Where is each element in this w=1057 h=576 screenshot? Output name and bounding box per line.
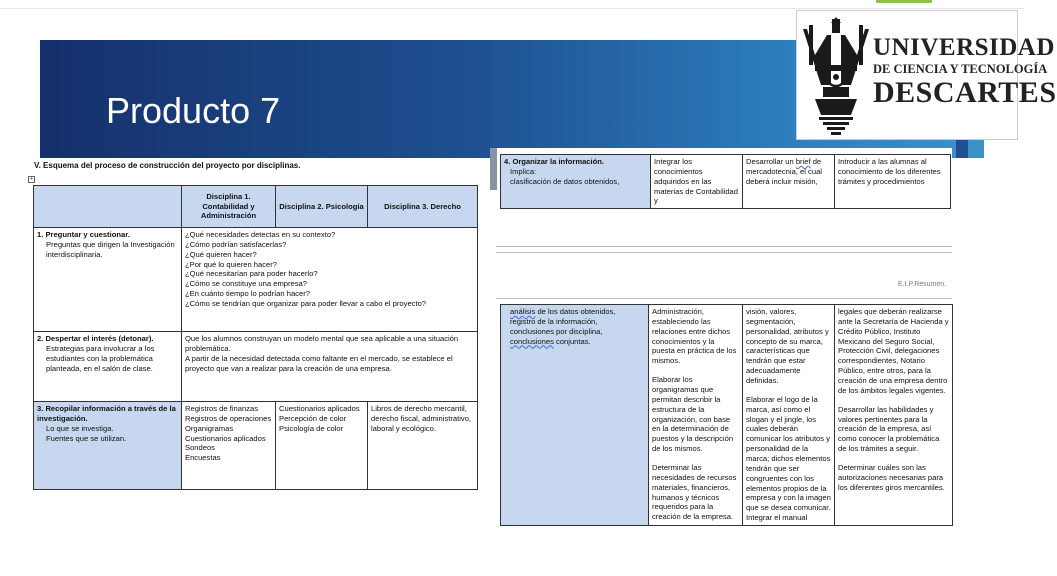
question-item: ¿Qué quieren hacer? <box>185 249 257 259</box>
stage-3-title: 3. Recopilar información a través de la investigación. <box>37 404 176 423</box>
question-item: ¿Cómo podrían satisfacerlas? <box>185 239 287 249</box>
paragraph: Elaborar los organigramas que permitan describir la estructura de la organización, con base en la determinación de puestos y la descripción de los mismos. <box>652 375 734 454</box>
stage-4-cont-line-3: conclusiones por disciplina, <box>510 326 603 336</box>
stage-4-cell <box>501 155 651 209</box>
list-item: Organigramas <box>185 423 234 433</box>
stage-4-table-continued <box>500 304 953 526</box>
discipline-table <box>33 185 478 490</box>
stage-4-table-top <box>500 154 951 209</box>
stage-4-discipline-3: Introducir a las alumnas al conocimiento de los diferentes trámites y procedimientos <box>835 155 951 209</box>
stage-2-title: 2. Despertar el interés (detonar). <box>37 334 154 343</box>
list-item: Cuestionarios aplicados <box>279 404 360 413</box>
stage-4-line-2: Implica: <box>510 166 537 176</box>
question-item: ¿Por qué lo quieren hacer? <box>185 259 278 269</box>
text-fragment: conjuntas. <box>553 336 591 346</box>
header-discipline-2: Disciplina 2. Psicología <box>276 186 368 228</box>
stage-2-text-1: Que los alumnos construyan un modelo mental que sea aplicable a una situación problemática. <box>185 334 459 353</box>
paragraph: visión, valores, segmentación, personalidad, atributos y concepto de su marca, características que tendrán que estar adecuadamente definidas. <box>746 307 829 386</box>
question-item: ¿Qué necesitarían para poder hacerlo? <box>185 269 318 279</box>
stage-1-title: 1. Preguntar y cuestionar. <box>37 230 130 239</box>
paragraph: Determinar cuáles son las autorizaciones necesarias para los diferentes giros mercantiles. <box>838 463 945 492</box>
spellcheck-word: conclusiones <box>510 336 554 346</box>
list-item: Encuestas <box>185 453 221 463</box>
slide-title: Producto 7 <box>106 90 281 131</box>
left-document-scan <box>30 158 478 494</box>
stage-3-discipline-3: Libros de derecho mercantil, derecho fiscal, administrativo, laboral y ecológico. <box>368 402 478 490</box>
logo-line-3: DESCARTES <box>873 75 1057 109</box>
paragraph: legales que deberán realizarse ante la Secretaría de Hacienda y Crédito Público, Instituto Mexicano del Seguro Social, Protección Civil, delegaciones correspondientes, Notario Público, entre otros, para la creación de una empresa dentro de los ámbitos legales vigentes. <box>838 307 949 395</box>
question-item: ¿En cuánto tiempo lo podrían hacer? <box>185 289 310 299</box>
stage-1-questions <box>182 228 478 332</box>
stage-4-cont-line-4 <box>504 337 645 347</box>
list-item: Registros de finanzas <box>185 404 259 413</box>
spellcheck-word: análisis <box>510 307 536 316</box>
page-break-line <box>496 252 952 253</box>
logo-wordmark <box>873 35 1057 108</box>
list-item: Cuestionarios aplicados <box>185 433 266 443</box>
document-section-title: V. Esquema del proceso de construcción del proyecto por disciplinas. <box>34 161 301 170</box>
stage-4-cont-line-1 <box>504 307 645 317</box>
page-footer-text: E.I.P.Resumen. <box>898 281 947 288</box>
stage-4-cont-line-2: registro de la información, <box>510 316 598 326</box>
question-item: ¿Qué necesidades detectas en su contexto? <box>185 230 336 239</box>
page-break-line <box>496 298 952 299</box>
paragraph: Administración, estableciendo las relaciones entre dichos conocimientos y la puesta en práctica de los mismos. <box>652 307 737 366</box>
paragraph: Desarrollar las habilidades y valores pertinentes para la creación de la empresa, así como conocer la problemática de los trámites a seguir. <box>838 404 940 454</box>
list-item: Psicología de color <box>279 423 344 433</box>
stage-4-title: 4. Organizar la información. <box>504 157 605 166</box>
page-edge-strip <box>490 148 497 190</box>
question-item: ¿Cómo se constituye una empresa? <box>185 279 307 289</box>
stage-2-content <box>182 332 478 402</box>
university-logo <box>796 10 1057 140</box>
stage-4-cont-discipline-2 <box>743 305 835 526</box>
text-fragment: Desarrollar un <box>746 157 796 166</box>
list-item: Sondeos <box>185 443 215 453</box>
paragraph: Determinar las necesidades de recursos materiales, financieros, humanos y técnicos requeridos para la creación de la empresa. <box>652 463 737 522</box>
stage-4-cont-cell <box>501 305 649 526</box>
stage-2-desc: Estrategias para involucrar a los estudiantes con la problemática planteada, en el salón de clase. <box>46 343 155 373</box>
stage-3-desc-2: Fuentes que se utilizan. <box>46 433 127 443</box>
right-document-scan <box>490 148 952 523</box>
top-divider-line <box>0 8 1024 9</box>
stage-2-text-2: A partir de la necesidad detectada como faltante en el mercado, se establece el proyecto que van a realizar para la creación de una empresa. <box>185 353 453 373</box>
stage-4-line-3: clasificación de datos obtenidos, <box>510 176 620 186</box>
spellcheck-word: brief <box>795 157 811 166</box>
text-fragment: de mercadotecnia, el cual deberá incluir misión, <box>746 157 822 186</box>
stage-1-desc: Preguntas que dirigen la Investigación interdisciplinaria. <box>46 239 175 259</box>
table-move-handle: + <box>28 176 35 183</box>
stage-3-discipline-2 <box>276 402 368 490</box>
stage-4-cont-discipline-3 <box>835 305 953 526</box>
page-break-line <box>496 246 952 247</box>
stage-3-desc-1: Lo que se investiga. <box>46 423 114 433</box>
list-item: Percepción de color <box>279 413 347 423</box>
question-item: ¿Cómo se tendrían que organizar para poder llevar a cabo el proyecto? <box>185 299 427 309</box>
stage-4-cont-discipline-1 <box>649 305 743 526</box>
accent-tab <box>876 0 932 3</box>
slide-marker <box>956 140 968 158</box>
stage-3-cell <box>34 402 182 490</box>
stage-2-cell <box>34 332 182 402</box>
header-empty <box>34 186 182 228</box>
text-fragment: de los datos obtenidos, <box>535 307 616 316</box>
stage-4-discipline-2 <box>743 155 835 209</box>
header-discipline-1: Disciplina 1. Contabilidad y Administración <box>182 186 276 228</box>
logo-line-2: DE CIENCIA Y TECNOLOGÍA <box>873 62 1048 76</box>
eagle-crest-icon <box>801 15 871 137</box>
stage-1-cell <box>34 228 182 332</box>
logo-line-1: UNIVERSIDAD <box>873 34 1055 61</box>
header-discipline-3: Disciplina 3. Derecho <box>368 186 478 228</box>
stage-3-discipline-1 <box>182 402 276 490</box>
list-item: Registros de operaciones <box>185 413 272 423</box>
stage-4-discipline-1: Integrar los conocimientos adquiridos en las materias de Contabilidad y <box>651 155 743 209</box>
paragraph: Elaborar el logo de la marca, así como el slogan y el jingle, los cuales deberán comunicar los atributos y personalidad de la marca; dichos elementos tendrán que ser congruentes con los elementos propios de la empresa y con la imagen que se desea comunicar. Integrar el manual <box>746 394 831 523</box>
